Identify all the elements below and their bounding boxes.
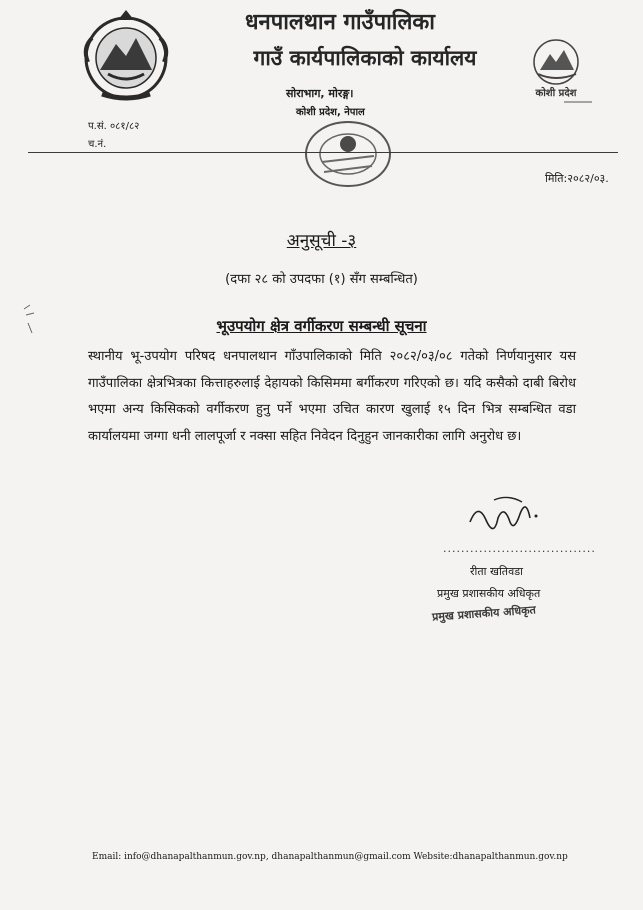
office-title-line1: धनपालथान गाउँपालिका	[244, 9, 436, 35]
signature-line: ..................................	[443, 542, 596, 555]
margin-mark-icon	[20, 303, 42, 337]
office-stamp-icon	[302, 118, 394, 190]
document-date: मिति:२०८२/०३.	[545, 172, 609, 185]
designation-stamp: प्रमुख प्रशासकीय अधिकृत	[431, 603, 537, 624]
koshi-logo-text: कोशी प्रदेश	[535, 88, 577, 99]
handwritten-signature-icon	[464, 492, 544, 540]
notice-body: स्थानीय भू-उपयोग परिषद धनपालथान गाँउपालिकाको मिति २०८२/०३/०८ गतेको निर्णयानुसार यस गाउँपालिका क्षेत्रभित्रका कित्ताहरुलाई देहायको किसिममा बर्गीकरण गरिएको छ। यदि कसैको दाबी बिरोध भएमा अन्य किसिकको वर्गीकरण हुनु पर्ने भएमा उचित कारण खुलाई १५ दिन भित्र सम्बन्धित वडा कार्यालयमा जग्गा धनी लालपूर्जा र नक्सा सहित निवेदन दिनुहुन जानकारीका लागि अनुरोध छ।	[88, 349, 576, 444]
footer-contact: Email: info@dhanapalthanmun.gov.np, dhanapalthanmun@gmail.com Website:dhanapalthanmun.gov.np	[92, 852, 568, 862]
signer-designation: प्रमुख प्रशासकीय अधिकृत	[437, 587, 541, 600]
reference-number: प.सं. ०८१/८२	[88, 121, 140, 132]
nepal-government-emblem-icon	[78, 8, 174, 104]
office-title-line2: गाउँ कार्यपालिकाको कार्यालय	[253, 45, 477, 70]
notice-title: भूउपयोग क्षेत्र वर्गीकरण सम्बन्धी सूचना	[216, 317, 427, 335]
office-province: कोशी प्रदेश, नेपाल	[296, 107, 365, 118]
header-divider	[28, 152, 618, 153]
schedule-title: अनुसूची -३	[286, 231, 357, 251]
dispatch-number: च.नं.	[88, 139, 107, 150]
koshi-province-logo-icon	[520, 34, 598, 112]
document-subtitle: (दफा २८ को उपदफा (१) सँग सम्बन्धित)	[225, 272, 418, 287]
office-address: सोराभाग, मोरङ्ग।	[286, 87, 354, 100]
signer-name: रीता खतिवडा	[470, 565, 523, 578]
